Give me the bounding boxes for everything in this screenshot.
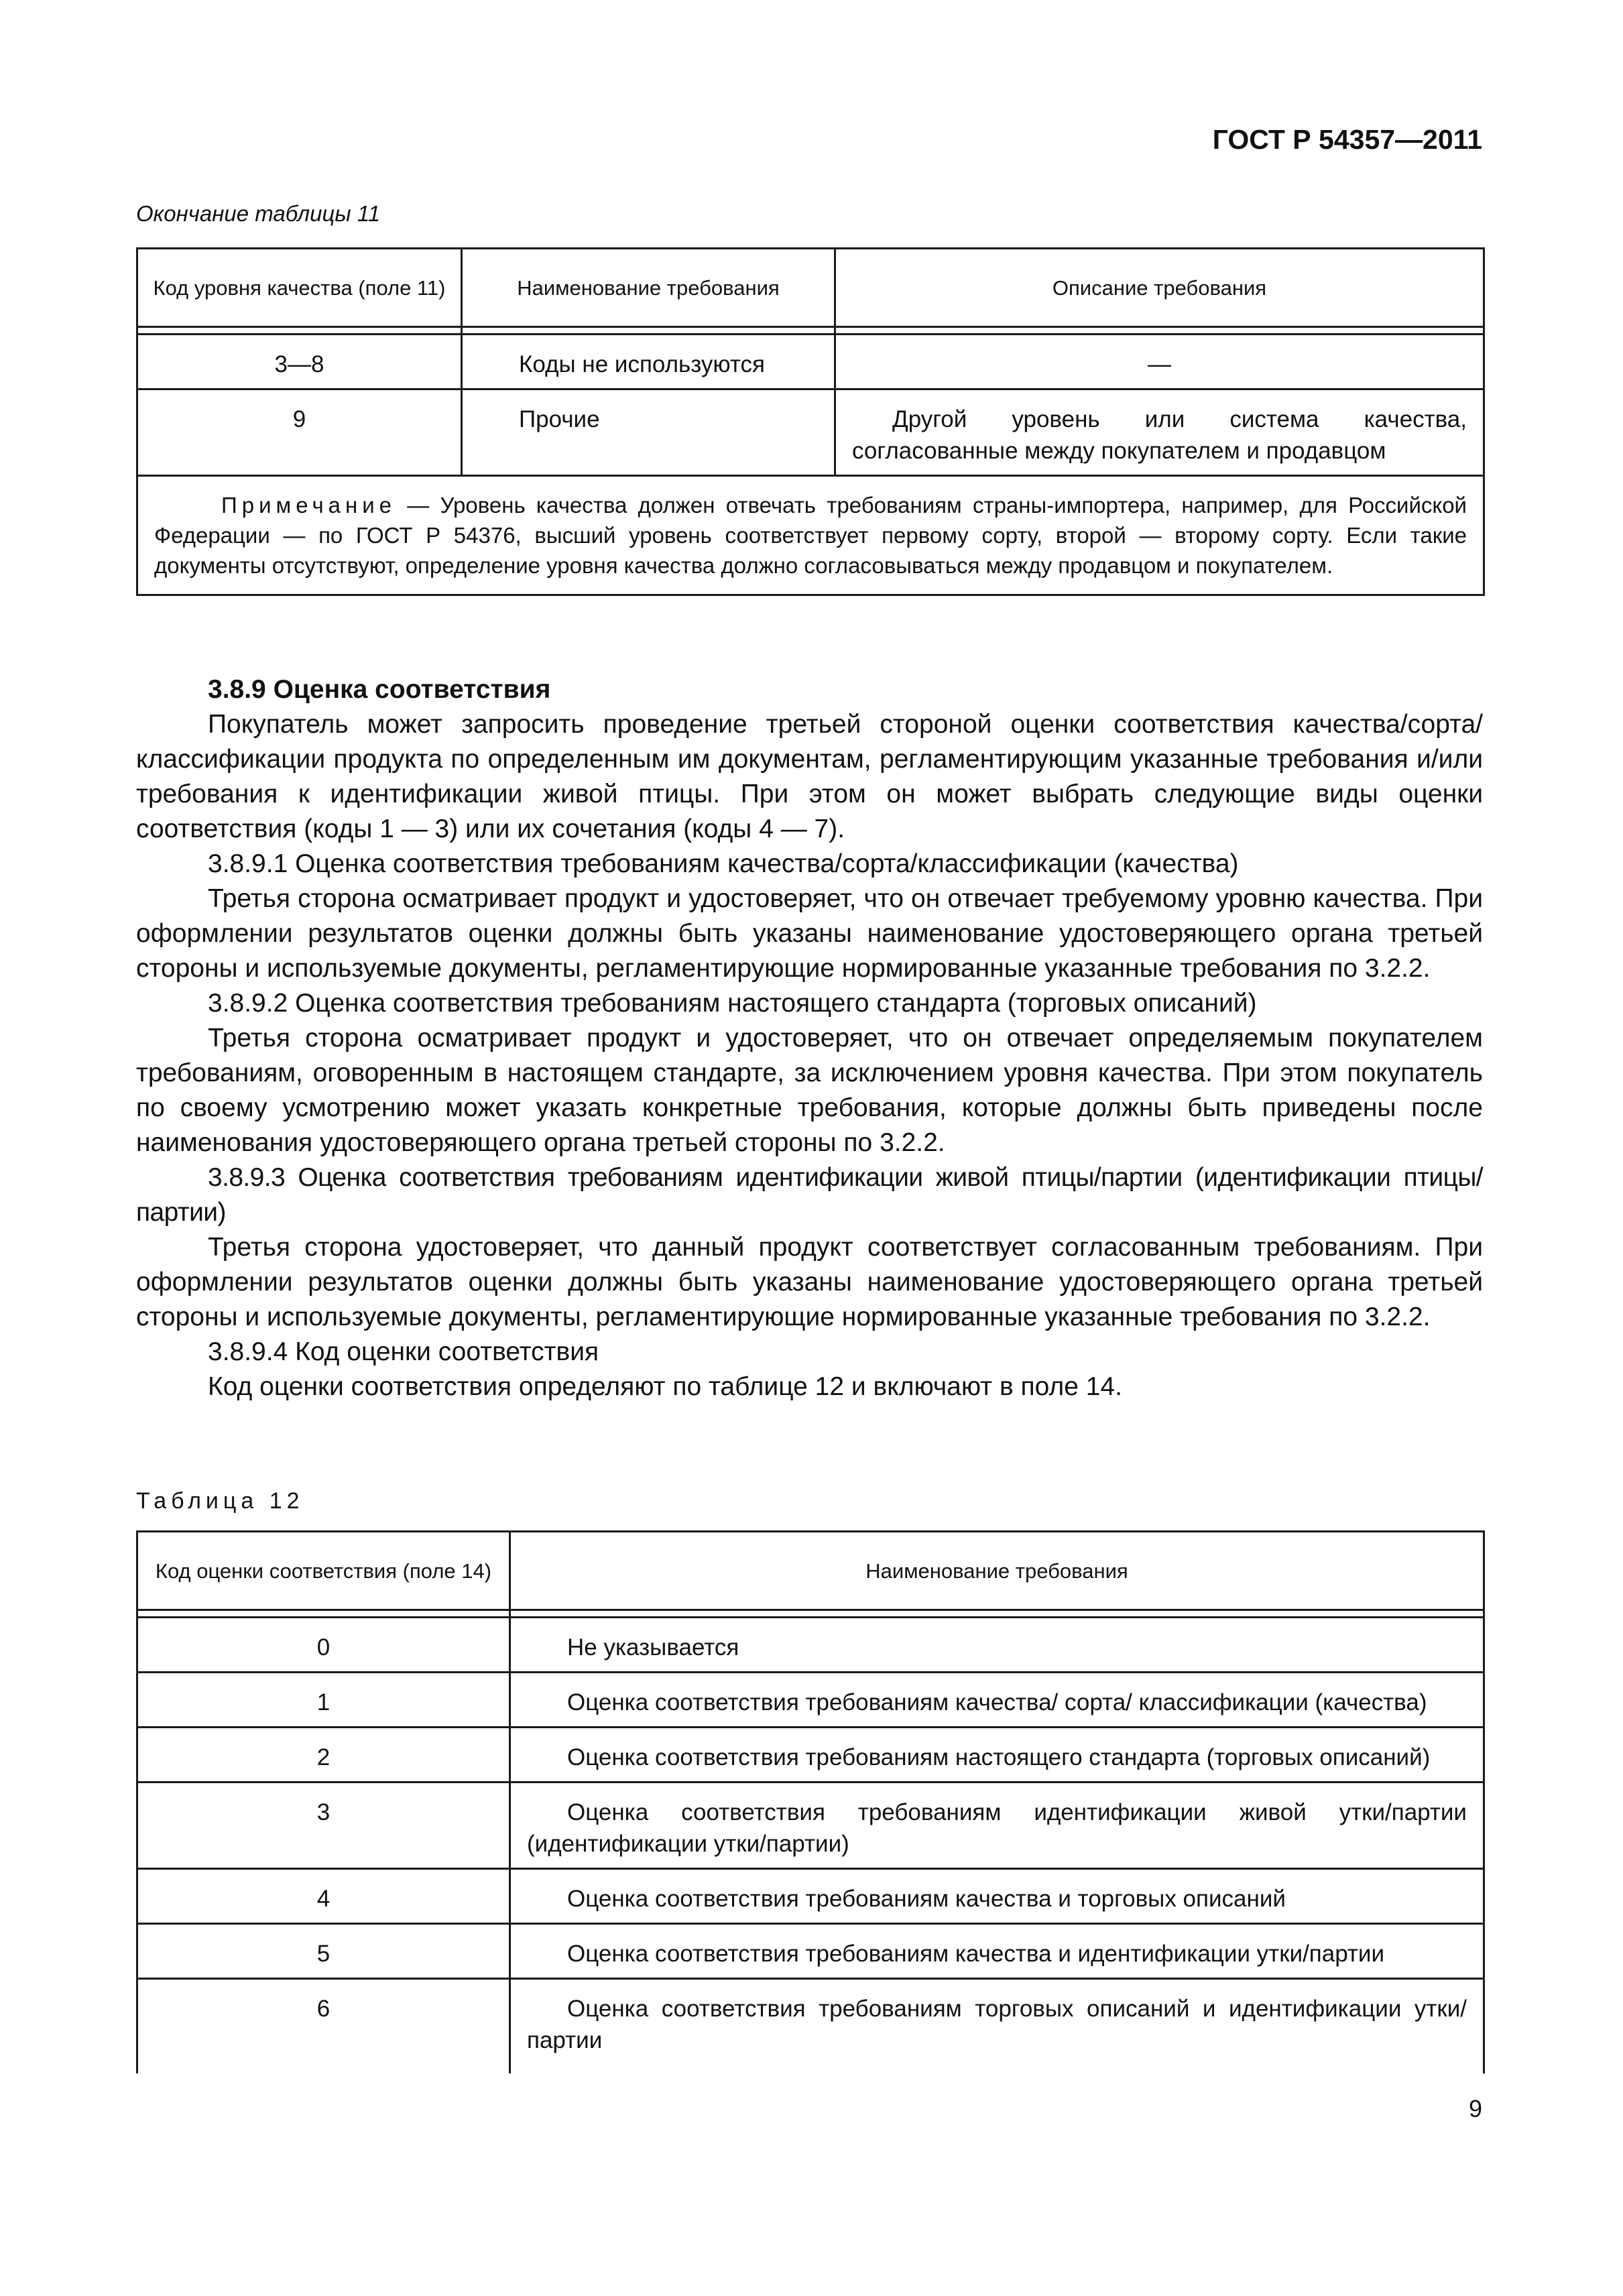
assessment-code-cell: 3 <box>137 1783 510 1869</box>
requirement-name-cell: Не указывается <box>510 1618 1484 1673</box>
note-text: — Уровень качества должен отвечать требованиям страны-импортера, например, для Российской Федерации — по ГОСТ Р 54376, высший уровень соответствует первому сорту, второй — второму сорту. Если такие документы отсутствуют, определение уровня качества должно согласовываться между продавцом и покупателем. <box>154 493 1467 578</box>
assessment-code-cell: 6 <box>137 1979 510 2074</box>
paragraph: Код оценки соответствия определяют по таблице 12 и включают в поле 14. <box>208 1372 1122 1401</box>
quality-code-cell: 3—8 <box>137 335 462 389</box>
quality-code-cell: 9 <box>137 389 462 476</box>
assessment-code-cell: 0 <box>137 1618 510 1673</box>
requirement-name-cell: Оценка соответствия требованиям идентификации живой утки/партии (идентификации утки/партии) <box>510 1783 1484 1869</box>
table-12-title: Таблица 12 <box>136 1488 304 1514</box>
table-note-row <box>137 476 1484 595</box>
requirement-name-cell: Оценка соответствия требованиям качества/ сорта/ классификации (качества) <box>510 1673 1484 1728</box>
table-row <box>137 1728 1484 1783</box>
table-row <box>137 1673 1484 1728</box>
table-row <box>137 389 1484 476</box>
paragraph: Третья сторона осматривает продукт и удостоверяет, что он отвечает требуемому уровню качества. При оформлении результатов оценки должны быть указаны наименование удостоверяющего органа третьей стороны и используемые документы, регламентирующие нормированные указанные требования по 3.2.2. <box>136 884 1483 983</box>
table-row <box>137 1979 1484 2074</box>
requirement-name-cell: Прочие <box>462 389 835 476</box>
note-label: Примечание <box>221 493 397 518</box>
table-row <box>137 1924 1484 1979</box>
column-header-assessment-code: Код оценки соответствия (поле 14) <box>137 1532 510 1610</box>
table-row <box>137 1869 1484 1924</box>
requirement-name-cell: Оценка соответствия требованиям качества и торговых описаний <box>510 1869 1484 1924</box>
table-12 <box>136 1530 1485 2073</box>
column-header-quality-code: Код уровня качества (поле 11) <box>137 249 462 327</box>
subsection-heading: 3.8.9.2 Оценка соответствия требованиям настоящего стандарта (торговых описаний) <box>208 989 1257 1018</box>
column-header-requirement-description: Описание требования <box>835 249 1484 327</box>
table-11 <box>136 247 1485 596</box>
subsection-heading: 3.8.9.4 Код оценки соответствия <box>208 1337 599 1366</box>
subsection-heading: 3.8.9.1 Оценка соответствия требованиям качества/сорта/классификации (качества) <box>208 849 1239 878</box>
table-12-header-row <box>137 1532 1484 1610</box>
paragraph: Третья сторона осматривает продукт и удостоверяет, что он отвечает определяемым покупателем требованиям, оговоренным в настоящем стандарте, за исключением уровня качества. При этом покупатель по своему усмотрению может указать конкретные требования, которые должны быть приведены после наименования удостоверяющего органа третьей стороны по 3.2.2. <box>136 1024 1483 1157</box>
requirement-name-cell: Оценка соответствия требованиям торговых описаний и идентификации утки/партии <box>510 1979 1484 2074</box>
table-11-caption: Окончание таблицы 11 <box>136 201 381 226</box>
paragraph: Третья сторона удостоверяет, что данный продукт соответствует согласованным требованиям. При оформлении результатов оценки должны быть указаны наименование удостоверяющего органа третьей стороны и используемые документы, регламентирующие нормированные указанные требования по 3.2.2. <box>136 1233 1483 1331</box>
section-heading: 3.8.9 Оценка соответствия <box>208 675 551 704</box>
assessment-code-cell: 1 <box>137 1673 510 1728</box>
column-header-requirement-name: Наименование требования <box>462 249 835 327</box>
document-code: ГОСТ Р 54357—2011 <box>1212 124 1482 155</box>
requirement-name-cell: Оценка соответствия требованиям качества и идентификации утки/партии <box>510 1924 1484 1979</box>
assessment-code-cell: 4 <box>137 1869 510 1924</box>
table-11-header-row <box>137 249 1484 327</box>
requirement-name-cell: Коды не используются <box>462 335 835 389</box>
page-number: 9 <box>1468 2095 1482 2122</box>
requirement-description-cell: — <box>835 335 1484 389</box>
paragraph: Покупатель может запросить проведение третьей стороной оценки соответствия качества/сорта/классификации продукта по определенным им документам, регламентирующим указанные требования и/или требования к идентификации живой птицы. При этом он может выбрать следующие виды оценки соответствия (коды 1 — 3) или их сочетания (коды 4 — 7). <box>136 710 1483 843</box>
assessment-code-cell: 2 <box>137 1728 510 1783</box>
requirement-description-cell: Другой уровень или система качества, согласованные между покупателем и продавцом <box>835 389 1484 476</box>
assessment-code-cell: 5 <box>137 1924 510 1979</box>
table-note <box>137 476 1484 595</box>
table-row <box>137 335 1484 389</box>
table-row <box>137 1783 1484 1869</box>
table-row <box>137 1618 1484 1673</box>
requirement-name-cell: Оценка соответствия требованиям настоящего стандарта (торговых описаний) <box>510 1728 1484 1783</box>
column-header-requirement-name: Наименование требования <box>510 1532 1484 1610</box>
section-3-8-9 <box>136 672 1483 1404</box>
subsection-heading: 3.8.9.3 Оценка соответствия требованиям идентификации живой птицы/партии (идентификации птицы/партии) <box>136 1163 1483 1227</box>
